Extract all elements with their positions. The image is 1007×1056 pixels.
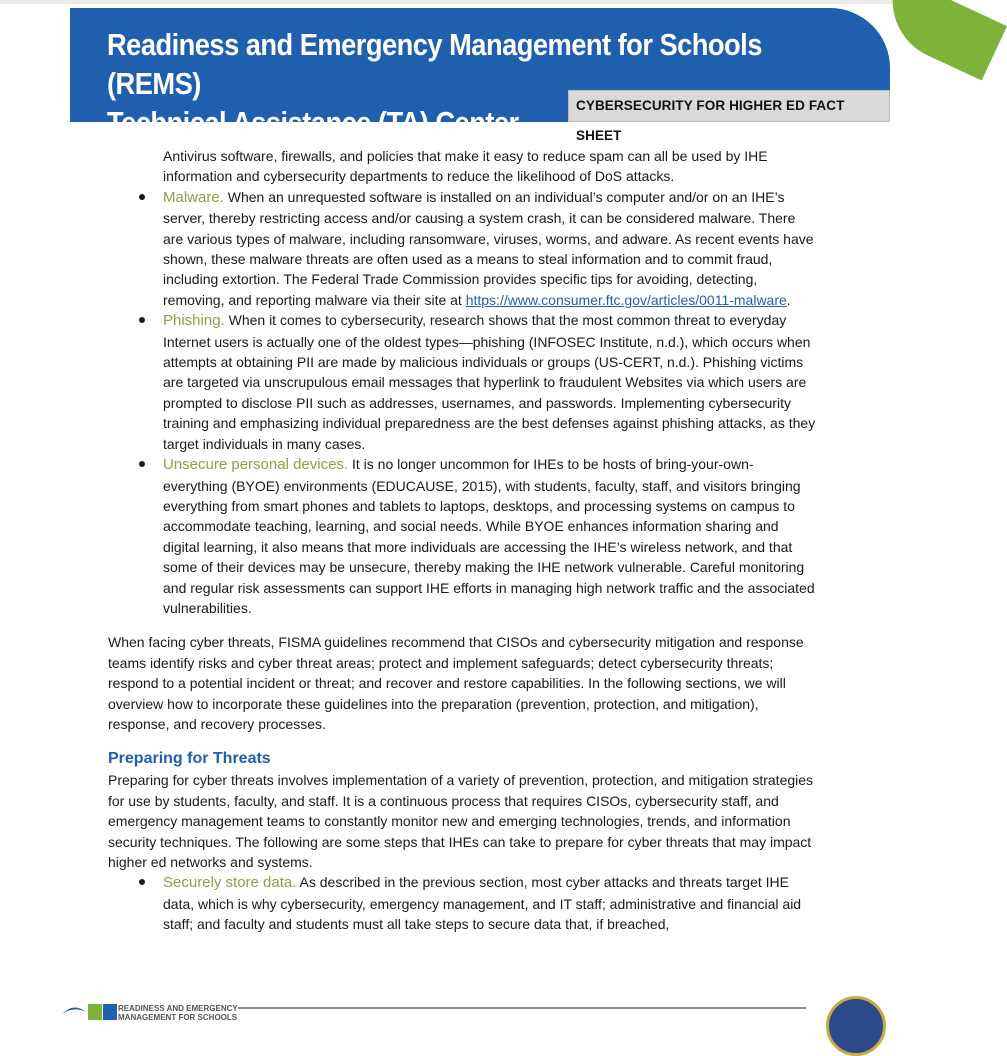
- malware-text: When an unrequested software is installed on an individual’s computer and/or on an IHE’s server, thereby restricting access and/or causing a system crash, it can be considered malware. There are various types of malware, including ransomware, viruses, worms, and adware. As recent events have shown, these malware threats are often used as a means to steal information and to commit fraud, including extortion. The Federal Trade Commission provides specific tips for avoiding, detecting, removing, and reporting malware via their site at: [163, 188, 814, 308]
- term-malware: Malware.: [163, 188, 224, 206]
- term-securely-store-data: Securely store data.: [163, 874, 297, 892]
- document-body: [108, 146, 818, 935]
- list-item-unsecure-devices: [108, 454, 818, 618]
- section-heading-preparing: Preparing for Threats: [108, 750, 271, 768]
- page-top-rule: [0, 0, 918, 4]
- department-seal-icon: [826, 996, 886, 1056]
- bullet-icon: [139, 461, 145, 467]
- footer-org-line2: MANAGEMENT FOR SCHOOLS: [118, 1013, 238, 1022]
- bullet-icon: [139, 879, 145, 885]
- footer-org-line1: READINESS AND EMERGENCY: [118, 1004, 238, 1013]
- header-title-line2: Technical Assistance (TA) Center: [107, 105, 519, 140]
- fact-sheet-label: CYBERSECURITY FOR HIGHER ED FACT SHEET: [568, 90, 890, 122]
- phishing-text: When it comes to cybersecurity, research shows that the most common threat to everyday Internet users is actually one of the oldest types—phishing (INFOSEC Institute, n.d.), which occurs when attempts at obtaining PII are made by malicious individuals or groups (US-CERT, n.d.). Phishing victims are targeted via unscrupulous email messages that hyperlink to fraudulent Websites via which users are prompted to disclose PII such as addresses, usernames, and passwords. Implementing cybersecurity training and emphasizing individual preparedness are the best defenses against phishing attacks, as they target individuals in many cases.: [163, 312, 816, 452]
- footer-org-name: [118, 1004, 238, 1022]
- malware-link-punct: .: [786, 291, 791, 308]
- lead-paragraph: Antivirus software, firewalls, and policies that make it easy to reduce spam can all be used by IHE information and cybersecurity departments to reduce the likelihood of DoS attacks.: [163, 148, 768, 185]
- securely-store-data-text: As described in the previous section, most cyber attacks and threats target IHE data, which is why cybersecurity, emergency management, and IT staff; administrative and financial aid staff; and faculty and students must all take steps to secure data that, if breached,: [163, 874, 802, 933]
- list-item-malware: [108, 187, 818, 310]
- bullet-icon: [139, 317, 145, 323]
- header-accent-swoosh: [873, 0, 1007, 81]
- threat-list: [108, 187, 818, 619]
- term-phishing: Phishing.: [163, 312, 225, 330]
- fisma-paragraph: When facing cyber threats, FISMA guidelines recommend that CISOs and cybersecurity mitigation and response teams identify risks and cyber threat areas; protect and implement safeguards; detect cybersecurity threats; respond to a potential incident or threat; and recover and restore capabilities. In the following sections, we will overview how to incorporate these guidelines into the preparation (prevention, protection, and mitigation), response, and recovery processes.: [108, 634, 804, 732]
- footer-rule: [238, 1007, 806, 1009]
- preparing-paragraph: Preparing for cyber threats involves implementation of a variety of prevention, protection, and mitigation strategies for use by students, faculty, and staff. It is a continuous process that requires CISOs, cybersecurity staff, and emergency management teams to constantly monitor new and emerging technologies, trends, and information security techniques. The following are some steps that IHEs can take to prepare for cyber threats that may impact higher ed networks and systems.: [108, 772, 814, 870]
- ftc-malware-link[interactable]: https://www.consumer.ftc.gov/articles/0011-malware: [465, 291, 787, 308]
- list-item-securely-store-data: [108, 872, 818, 934]
- preparation-list: [108, 872, 818, 934]
- bullet-icon: [139, 194, 145, 200]
- rems-logo-icon: [60, 1000, 120, 1024]
- list-item-phishing: [108, 310, 818, 454]
- term-unsecure-devices: Unsecure personal devices.: [163, 456, 349, 474]
- header-title: [107, 25, 776, 142]
- header-title-line1: Readiness and Emergency Management for Schools (REMS): [107, 27, 762, 101]
- unsecure-devices-text: It is no longer uncommon for IHEs to be hosts of bring-your-own-everything (BYOE) environments (EDUCAUSE, 2015), with students, faculty, staff, and visitors bringing everything from smart phones and tablets to laptops, desktops, and processing systems on campus to accommodate teaching, learning, and social needs. While BYOE enhances information sharing and digital learning, it also means that more individuals are accessing the IHE’s wireless network, and that some of their devices may be unsecure, thereby making the IHE network vulnerable. Careful monitoring and regular risk assessments can support IHE efforts in managing high network traffic and the associated vulnerabilities.: [163, 456, 815, 616]
